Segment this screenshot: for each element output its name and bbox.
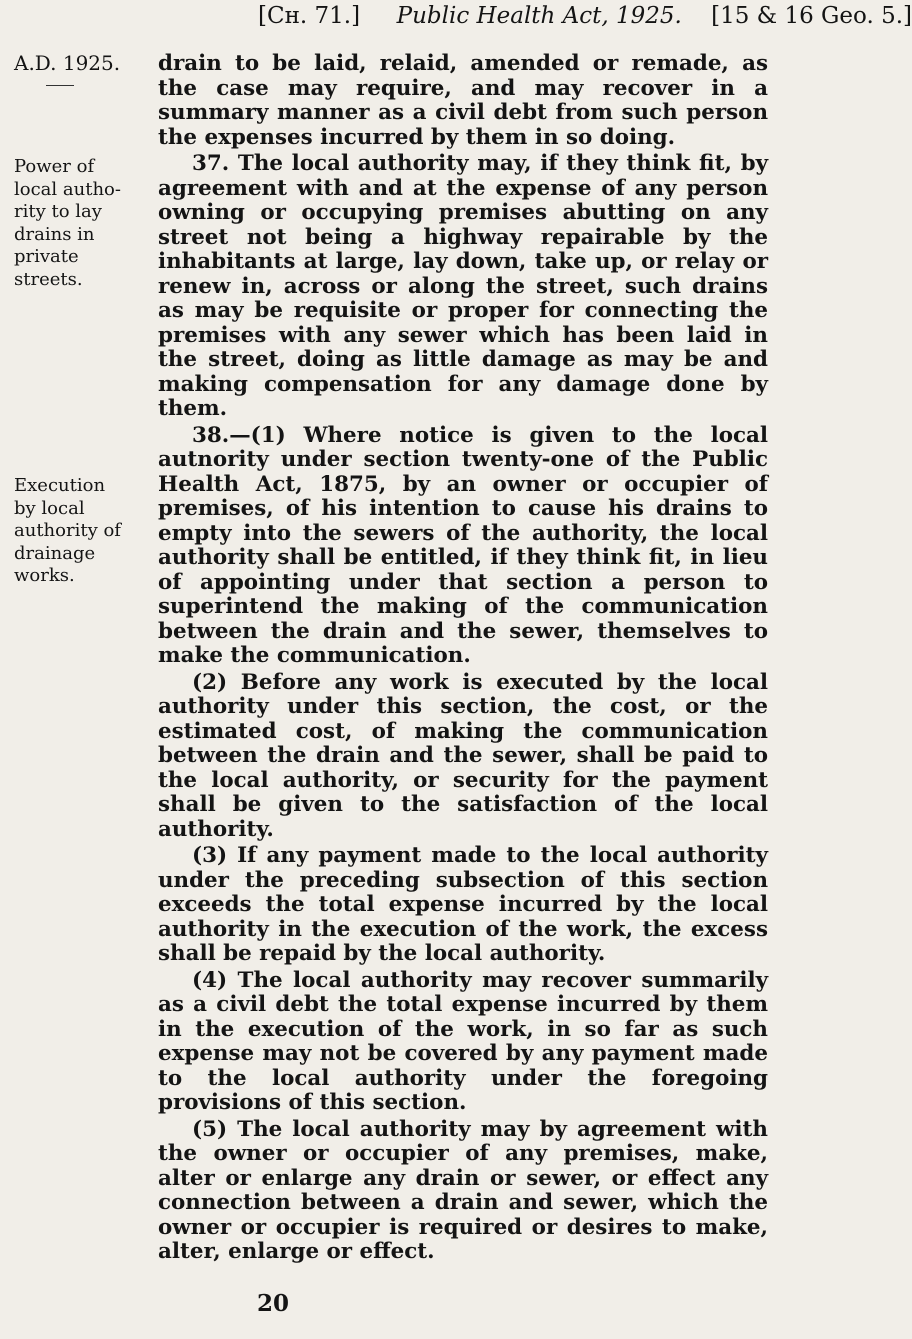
sidenote-execution-of-drainage-works: Execution by local authority of drainage works. bbox=[14, 475, 121, 586]
paragraph-continuation: drain to be laid, relaid, amended or remade, as the case may require, and may recover in a summary manner as a civil debt from such person the expenses incurred by them in so doing. bbox=[158, 51, 768, 150]
header-regnal-year: [15 & 16 Geo. 5.] bbox=[711, 3, 912, 29]
running-header bbox=[258, 3, 912, 29]
page-number: 20 bbox=[257, 1290, 290, 1317]
section-38-5: (5) The local authority may by agreement with the owner or occupier of any premises, make, alter or enlarge any drain or sewer, or effect any connection between a drain and sewer, which the owner or occupier is required or desires to make, alter, enlarge or effect. bbox=[158, 1116, 768, 1264]
section-38-1: 38.—(1) Where notice is given to the local autnority under section twenty-one of the Public Health Act, 1875, by an owner or occupier of premises, of his intention to cause his drains to empty into the sewers of the authority, the local authority shall be entitled, if they think fit, in lieu of appointing under that section a person to superintend the making of the communication between the drain and the sewer, themselves to make the communication. bbox=[158, 422, 768, 668]
header-act-title: Public Health Act, 1925. bbox=[396, 3, 682, 29]
section-38-3: (3) If any payment made to the local authority under the preceding subsection of this section exceeds the total expense incurred by the local authority in the execution of the work, the excess shall be repaid by the local authority. bbox=[158, 843, 768, 966]
section-37: 37. The local authority may, if they think fit, by agreement with and at the expense of any person owning or occupying premises abutting on any street not being a highway repairable by the inhabitants at large, lay down, take up, or relay or renew in, across or along the street, such drains as may be requisite or proper for connecting the premises with any sewer which has been laid in the street, doing as little damage as may be and making compensation for any damage done by them. bbox=[158, 151, 768, 421]
section-38-4: (4) The local authority may recover summarily as a civil debt the total expense incurred by them in the execution of the work, in so far as such expense may not be covered by any payment made to the local authority under the foregoing provisions of this section. bbox=[158, 967, 768, 1115]
sidenote-power-of-local-authority: Power of local autho- rity to lay drains in private streets. bbox=[14, 156, 121, 290]
margin-year: A.D. 1925. bbox=[14, 52, 146, 86]
body-text bbox=[158, 52, 768, 1265]
header-chapter: [Cн. 71.] bbox=[258, 3, 361, 29]
section-38-2: (2) Before any work is executed by the local authority under this section, the cost, or the estimated cost, of making the communication between the drain and the sewer, shall be paid to the local authority, or security for the payment shall be given to the satisfaction of the local authority. bbox=[158, 669, 768, 842]
margin-rule bbox=[46, 85, 74, 86]
